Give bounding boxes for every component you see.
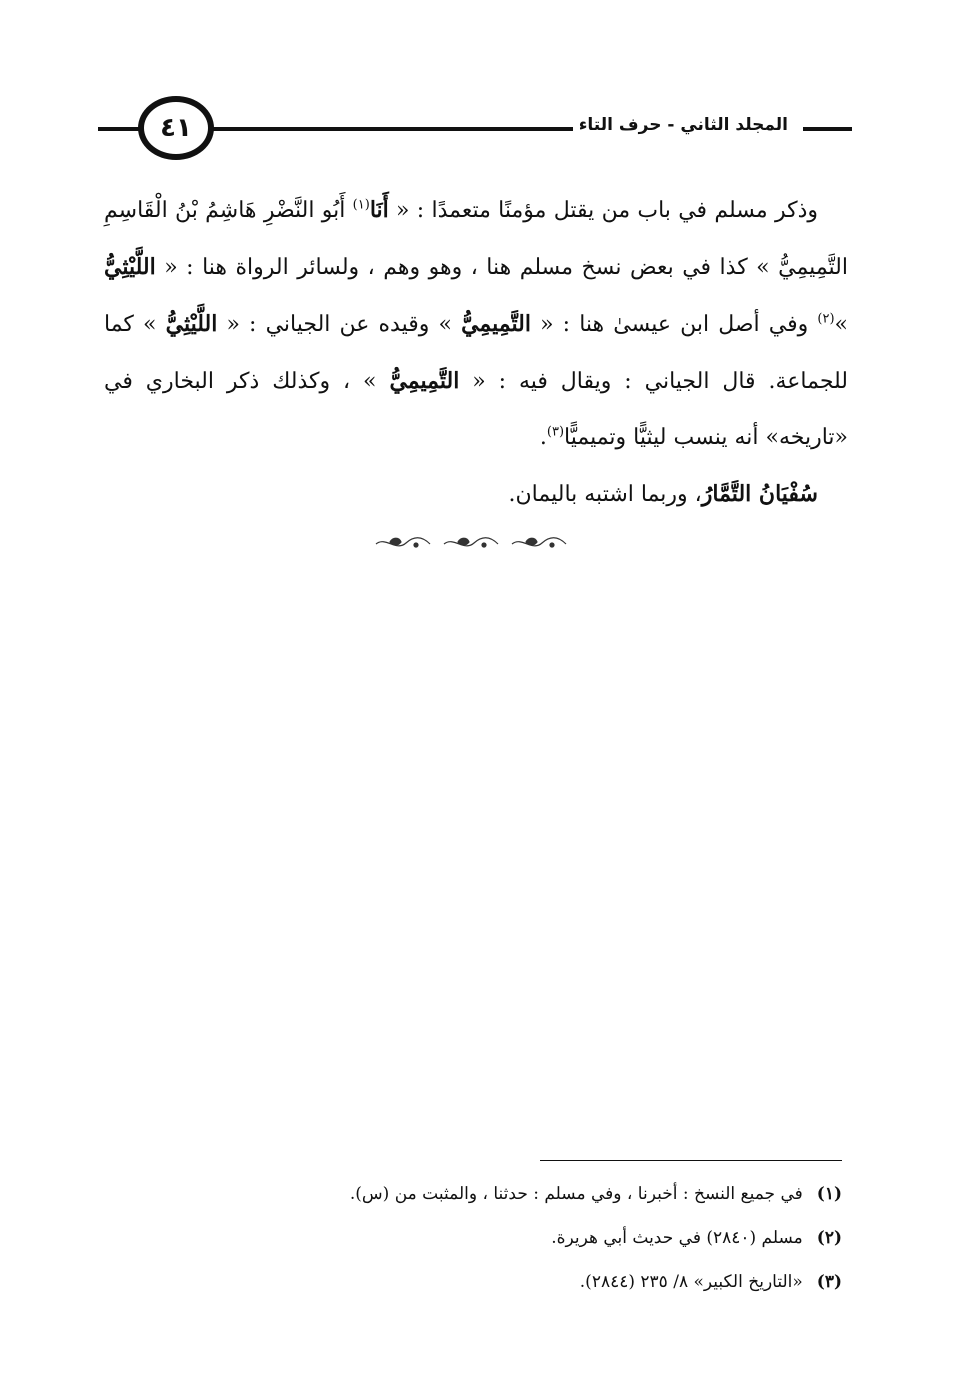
text-run: » ، وكذلك ذكر البخاري في «تاريخه» أنه ينسب ليثيًّا وتميميًّا [104,369,848,450]
footnote-mark: (٣) [816,1272,842,1292]
footnote-text: في جميع النسخ : أخبرنا ، وفي مسلم : حدثنا ، والمثبت من (س). [349,1184,803,1204]
bold-term: التَّمِيمِيُّ [389,368,460,394]
bold-term: التَّمِيمِيُّ [461,311,531,337]
footnote-3 [142,1260,842,1304]
footnote-ref-3: (٣) [546,424,565,440]
text-run: ، وربما اشتبه باليمان. [508,482,702,507]
page-header [98,94,852,164]
ornament-unit [444,538,498,547]
footnote-1 [142,1172,842,1216]
text-run: » كما للجماعة. قال الجياني : ويقال فيه : « [104,312,849,394]
footnote-mark: (٢) [816,1228,842,1248]
text-run: » [834,312,849,337]
footnote-2 [142,1216,842,1260]
footnotes [142,1172,842,1304]
page-number: ٤١ [160,113,192,143]
bold-term: اللَّيْثِيُّ [104,254,156,280]
text-run: وذكر مسلم في باب من يقتل مؤمنًا متعمدًا : « [388,198,818,223]
running-title: المجلد الثاني - حرف التاء [573,115,794,135]
header-rule-right [803,127,852,131]
footnote-mark: (١) [816,1184,842,1204]
bold-term: اللَّيْثِيُّ [165,311,218,337]
text-run: أَبُو النَّضْرِ هَاشِمُ بْنُ الْقَاسِمِ التَّمِيمِيُّ » كذا في بعض نسخ مسلم هنا ، وهو وهم ، ولسائر الرواة هنا : « [104,198,848,280]
ornament-unit [376,538,430,547]
floral-divider-icon [372,530,572,556]
text-run: . [539,425,547,450]
footnote-ref-1: (١) [352,197,370,213]
footnote-text: «التاريخ الكبير» ٨/ ٢٣٥ (٢٨٤٤). [579,1272,803,1292]
paragraph-1 [104,182,848,466]
bold-term: أَنَا [369,197,389,223]
page-number-ring [138,96,214,160]
entry-heading: سُفْيَانُ التَّمَّارُ [701,481,818,507]
text-run: » وقيده عن الجياني : « [217,312,462,337]
footnote-separator [540,1160,842,1161]
text-run: وفي أصل ابن عيسىٰ هنا : « [530,312,818,337]
ornament-unit [512,538,566,547]
paragraph-2 [104,466,848,523]
footnote-ref-2: (٢) [817,311,835,327]
body-text [104,182,848,523]
footnote-text: مسلم (٢٨٤٠) في حديث أبي هريرة. [551,1228,803,1248]
